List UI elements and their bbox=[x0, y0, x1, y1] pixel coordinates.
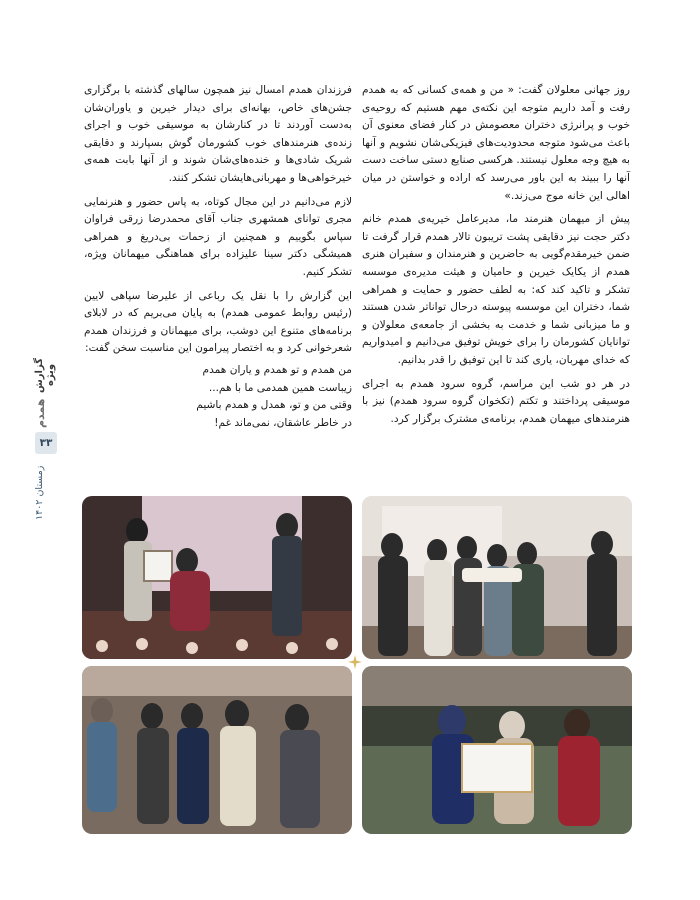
magazine-logo: همدم bbox=[34, 398, 47, 428]
paragraph: لازم می‌دانیم در این مجال کوتاه، به پاس حضور و هنرنمایی مجری توانای همشهری جناب آقای محمدرضا زرقی فراوان سپاس بگوییم و همچنین از زحمات بی‌دریغ و همراهی همیشگی دکتر سینا علیزاده برای هماهنگی میهمانان ویژه، تشکر کنیم. bbox=[84, 195, 352, 278]
paragraph: روز جهانی معلولان گفت: « من و همه‌ی کسانی که به همدم رفت و آمد داریم متوجه این نکته‌ی مهم هستیم که روحیه‌ی خوب و پرانرژی دختران معصومش در کنار فضای معنوی آن باعث می‌شود متوجه محدودیت‌های فیزیکی‌شان نشویم و آنها به هیچ وجه معلول نیستند. هرکسی صنایع دستی ساخت دست آنها را ببیند به این باور می‌رسد که اراده و خواستن در میان اهالی این خانه موج می‌زند.» bbox=[362, 84, 630, 202]
paragraph: این گزارش را با نقل یک رباعی از علیرضا سپاهی لایین (رئیس روابط عمومی همدم) به پایان می‌بریم که در لابلای برنامه‌های متنوع این دوشب، برای میهمانان و فرزندان همدم شعرخوانی کرد و به اختصار پیرامون این مناسبت سخن گفت: bbox=[84, 289, 352, 355]
poem-line: من همدم و تو همدم و یاران همدم bbox=[202, 363, 352, 376]
poem-line: وقتی من و تو، همدل و همدم باشیم bbox=[196, 399, 352, 412]
photo-cake-ceremony bbox=[362, 496, 632, 659]
section-label: گزارش ویژه bbox=[34, 357, 56, 393]
poem-line: زیباست همین همدمی ما با هم... bbox=[208, 381, 352, 394]
page-number: ۳۳ bbox=[35, 432, 57, 454]
article-column-left bbox=[84, 82, 352, 432]
issue-date: زمستان ۱۴۰۲ bbox=[34, 465, 45, 521]
photo-audience-painting bbox=[362, 666, 632, 834]
photo-seated-guests bbox=[82, 666, 352, 834]
article-column-right bbox=[362, 82, 630, 434]
margin-strip bbox=[34, 350, 58, 530]
paragraph: در هر دو شب این مراسم، گروه سرود همدم به اجرای موسیقی پرداختند و تکتم (تکخوان گروه سرود همدم) نیز با هنرمندهای میهمان همدم، برنامه‌ی مشترک برگزار کرد. bbox=[362, 377, 630, 425]
paragraph: پیش از میهمان هنرمند ما، مدیرعامل خیریه‌ی همدم خانم دکتر حجت نیز دقایقی پشت تریبون تالار همدم قرار گرفت تا ضمن خیرمقدم‌گویی به حاضرین و هنرمندان و سفیران هنری همدم از یکایک خیرین و حامیان و هیئت مدیره‌ی موسسه تشکر و تاکید کند که: به لطف حضور و حمایت و همراهی شما، دختران این موسسه پیوسته درحال توانا‌تر شدن هستند و ما میزبانی شما و خدمت به بخشی از جامعه‌ی معلولان و توانایان کشورمان را برای خویش توفیق می‌دانیم و امیدواریم که خدای مهربان، یاری کند تا این توفیق را قدر بدانیم. bbox=[362, 213, 630, 366]
photo-stage-painting bbox=[82, 496, 352, 659]
star-ornament-icon bbox=[348, 655, 362, 669]
paragraph: فرزندان همدم امسال نیز همچون سالهای گذشته با برگزاری جشن‌های خاص، بهانه‌ای برای دیدار خیرین و یاوران‌شان به‌دست آوردند تا در کنارشان به موسیقی خوب و اجرای زنده‌ی هنرمندهای خوب کشورمان گوش بسپارند و دقایقی شریک شادی‌ها و خنده‌های‌شان شوند و از آنها بابت همه‌ی خیرخواهی‌ها و مهربانی‌هایشان تشکر کنند. bbox=[84, 84, 352, 184]
poem-line: در خاطر عاشقان، نمی‌ماند غم! bbox=[214, 416, 352, 429]
poem bbox=[84, 362, 352, 432]
